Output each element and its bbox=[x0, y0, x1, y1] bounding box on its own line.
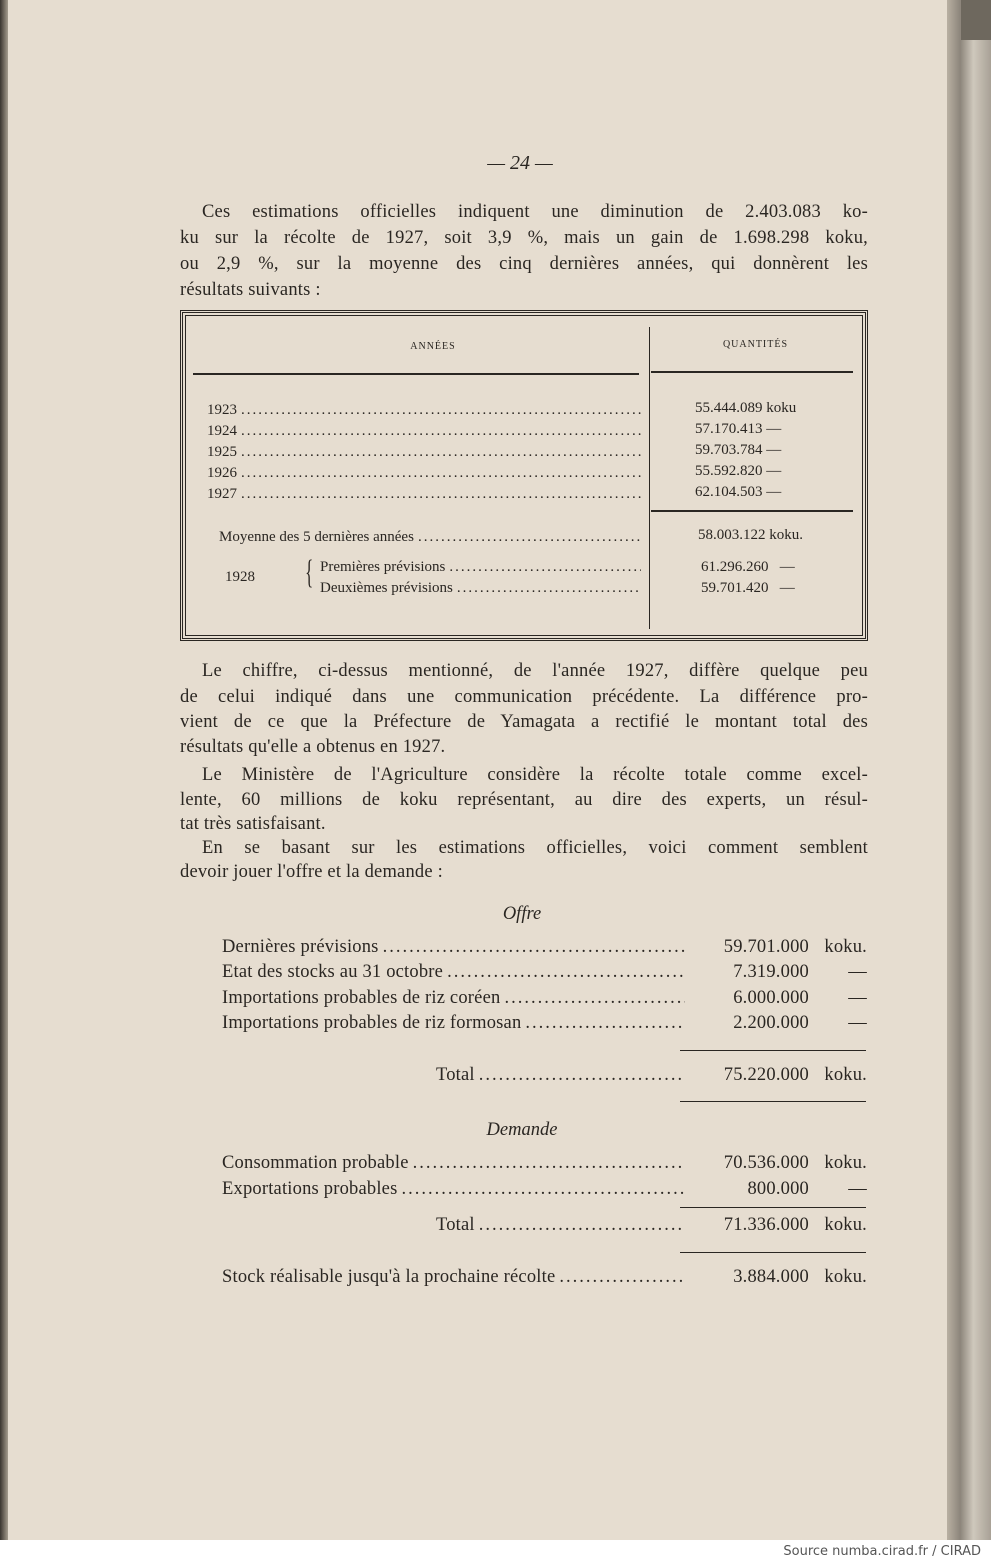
quantity-value: 59.703.784 — bbox=[695, 442, 782, 458]
offre-row: Importations probables de riz coréen ..... 6.000.000 — bbox=[222, 986, 867, 1010]
sum-rule bbox=[680, 1252, 866, 1253]
quantity-value: 55.444.089 koku bbox=[695, 400, 797, 416]
average-row bbox=[219, 527, 645, 547]
leader-dots bbox=[559, 1265, 685, 1289]
demande-row: Exportations probables ..... 800.000 — bbox=[222, 1177, 867, 1201]
demande-row: Consommation probable ..... 70.536.000 koku. bbox=[222, 1151, 867, 1175]
text-line: En se basant sur les estimations officielles, voici comment semblent bbox=[202, 838, 868, 858]
text-line: vient de ce que la Préfecture de Yamagata a rectifié le montant total des bbox=[180, 712, 868, 732]
text-line: résultats qu'elle a obtenus en 1927. bbox=[180, 737, 446, 757]
offre-row: Importations probables de riz formosan ..... 2.200.000 — bbox=[222, 1011, 867, 1035]
quantity-value: 62.104.503 — bbox=[695, 484, 782, 500]
leader-dots bbox=[383, 935, 685, 959]
sum-rule bbox=[680, 1207, 866, 1208]
leader-dots bbox=[479, 1063, 685, 1087]
leader-dots bbox=[241, 421, 641, 441]
table-row bbox=[207, 421, 645, 441]
leader-dots bbox=[413, 1151, 685, 1175]
header-years: ANNÉES bbox=[410, 341, 456, 352]
harvest-table bbox=[180, 310, 868, 641]
forecast-value: 61.296.260 — bbox=[701, 559, 795, 575]
book-spine bbox=[947, 0, 991, 1540]
demande-total: Total ..... 71.336.000 koku. bbox=[436, 1213, 867, 1237]
quantity-value: 55.592.820 — bbox=[695, 463, 782, 479]
leader-dots bbox=[241, 484, 641, 504]
header-quantities: QUANTITÉS bbox=[722, 339, 789, 350]
year: 1923 bbox=[207, 402, 237, 418]
quantity-value: 57.170.413 — bbox=[695, 421, 782, 437]
leader-dots bbox=[449, 557, 641, 577]
leader-dots bbox=[525, 1011, 685, 1035]
leader-dots bbox=[418, 527, 641, 547]
text-line: de celui indiqué dans une communication précédente. La différence pro- bbox=[180, 687, 868, 707]
year: 1924 bbox=[207, 423, 237, 439]
column-divider bbox=[649, 327, 650, 629]
text-line: Le chiffre, ci-dessus mentionné, de l'année 1927, diffère quelque peu bbox=[202, 661, 868, 681]
leader-dots bbox=[241, 463, 641, 483]
forecast-value: 59.701.420 — bbox=[701, 580, 795, 596]
leader-dots bbox=[504, 986, 685, 1010]
subtotal-rule bbox=[651, 510, 853, 512]
leader-dots bbox=[402, 1177, 686, 1201]
brace: { bbox=[305, 554, 314, 591]
year: 1925 bbox=[207, 444, 237, 460]
forecast-year: 1928 bbox=[225, 569, 255, 585]
text-line: ku sur la récolte de 1927, soit 3,9 %, mais un gain de 1.698.298 koku, bbox=[180, 228, 868, 248]
offre-row: Dernières prévisions ..... 59.701.000 koku. bbox=[222, 935, 867, 959]
average-label: Moyenne des 5 dernières années bbox=[219, 529, 414, 545]
page-edge bbox=[0, 0, 8, 1540]
leader-dots bbox=[241, 400, 641, 420]
header-rule bbox=[651, 371, 853, 373]
forecast-row bbox=[320, 578, 645, 598]
sum-rule bbox=[680, 1050, 866, 1051]
offre-total: Total ..... 75.220.000 koku. bbox=[436, 1063, 867, 1087]
stock-row: Stock réalisable jusqu'à la prochaine récolte ..... 3.884.000 koku. bbox=[222, 1265, 867, 1289]
demande-title: Demande bbox=[486, 1120, 558, 1140]
text-line: lente, 60 millions de koku représentant, au dire des experts, un résul- bbox=[180, 790, 868, 810]
forecast-label: Premières prévisions bbox=[320, 559, 446, 575]
table-row bbox=[207, 442, 645, 462]
year: 1927 bbox=[207, 486, 237, 502]
leader-dots bbox=[447, 960, 685, 984]
leader-dots bbox=[241, 442, 641, 462]
table-row bbox=[207, 463, 645, 483]
table-row bbox=[207, 400, 645, 420]
forecast-label: Deuxièmes prévisions bbox=[320, 580, 453, 596]
sum-rule bbox=[680, 1101, 866, 1102]
book-cover-corner bbox=[961, 0, 991, 40]
offre-title: Offre bbox=[502, 904, 542, 924]
text-line: résultats suivants : bbox=[180, 280, 321, 300]
leader-dots bbox=[479, 1213, 685, 1237]
year: 1926 bbox=[207, 465, 237, 481]
source-credit: Source numba.cirad.fr / CIRAD bbox=[783, 1544, 981, 1559]
text-line: devoir jouer l'offre et la demande : bbox=[180, 862, 443, 882]
page-number: — 24 — bbox=[487, 152, 553, 174]
text-line: tat très satisfaisant. bbox=[180, 814, 326, 834]
average-value: 58.003.122 koku. bbox=[698, 527, 803, 543]
leader-dots bbox=[457, 578, 641, 598]
text-line: Le Ministère de l'Agriculture considère la récolte totale comme excel- bbox=[202, 765, 868, 785]
text-line: ou 2,9 %, sur la moyenne des cinq dernières années, qui donnèrent les bbox=[180, 254, 868, 274]
text-line: Ces estimations officielles indiquent une diminution de 2.403.083 ko- bbox=[202, 202, 868, 222]
table-row bbox=[207, 484, 645, 504]
header-rule bbox=[193, 373, 639, 375]
forecast-row bbox=[320, 557, 645, 577]
offre-row: Etat des stocks au 31 octobre ..... 7.319.000 — bbox=[222, 960, 867, 984]
